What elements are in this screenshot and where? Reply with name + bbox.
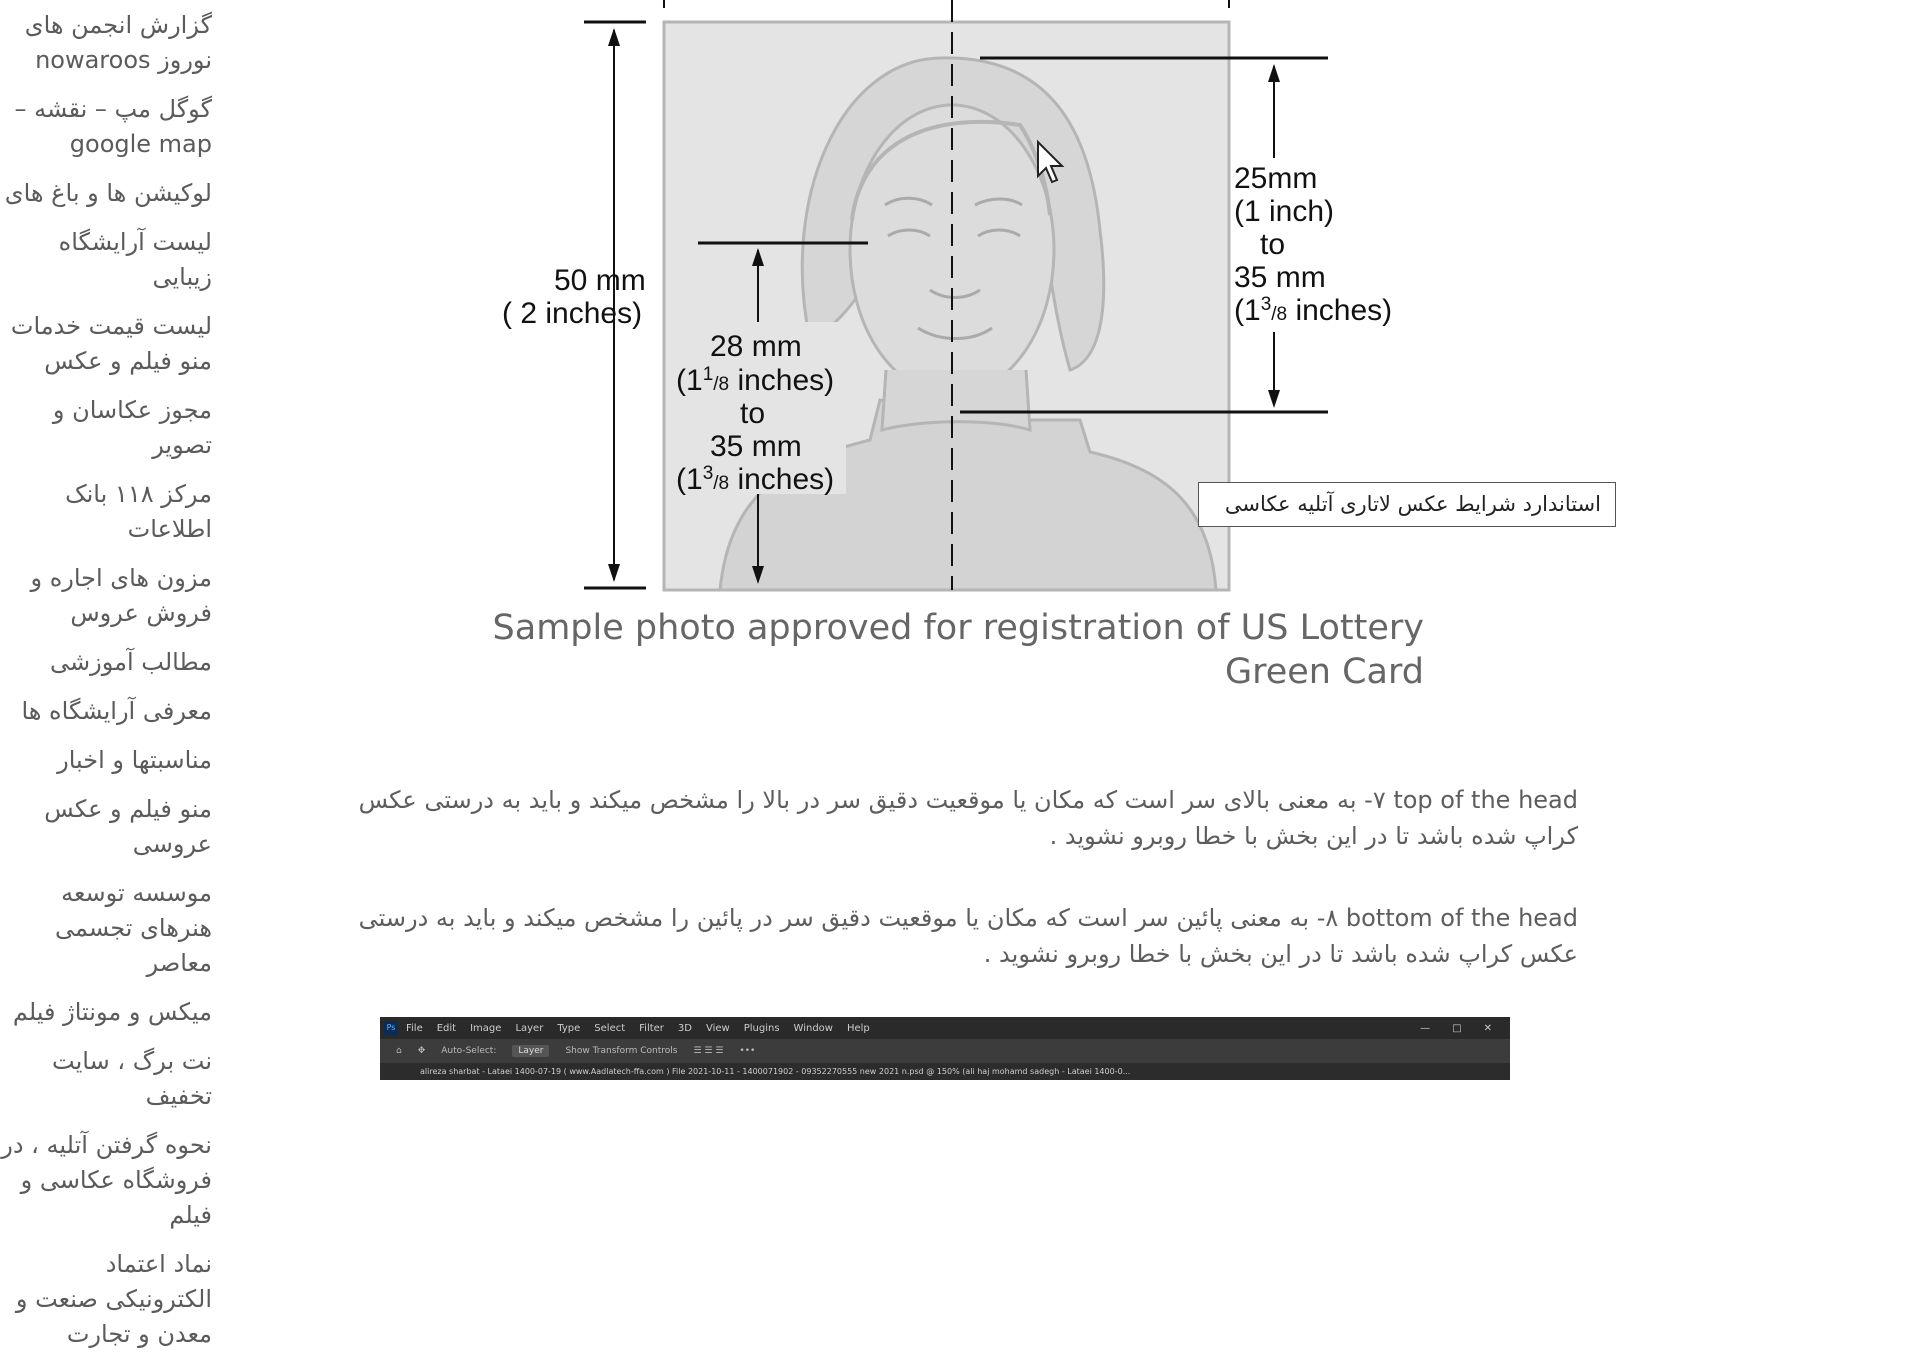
- editor-menu-item: 3D: [677, 1022, 692, 1034]
- right-label-mm2: 35 mm: [1234, 261, 1326, 294]
- sidebar-category-link[interactable]: لیست آرایشگاه زیبایی: [58, 228, 212, 291]
- editor-options-bar: [380, 1039, 1510, 1063]
- sidebar-category-link[interactable]: مرکز ۱۱۸ بانک اطلاعات: [65, 480, 212, 543]
- mid-label-mm2: 35 mm: [710, 430, 802, 463]
- neck: [882, 370, 1030, 430]
- editor-menu-item: Layer: [515, 1022, 544, 1034]
- left-dim-label-inch: ( 2 inches): [502, 297, 643, 330]
- maximize-icon: □: [1452, 1022, 1462, 1034]
- editor-menu-item: Plugins: [743, 1022, 780, 1034]
- paragraph-bottom-of-head: ‎-۸ bottom of the head‏ به معنی پائین سر است که مکان یا موقعیت دقیق سر در پائین را مشخص میکند و باید به درستی عکس کراپ شده باشد تا در این بخش با خطا روبرو نشوید .: [358, 904, 1578, 968]
- sidebar-category-link[interactable]: منو فیلم و عکس عروسی: [44, 795, 212, 858]
- mid-label-mm: 28 mm: [710, 330, 802, 363]
- auto-select-label: Auto-Select:: [441, 1046, 497, 1056]
- mid-label-inch: ($1^1_{/8}$ inches): [676, 364, 835, 397]
- right-label-inch2: ($1^3_{/8}$ inches): [1234, 294, 1393, 327]
- left-dim-arrow-up: [608, 28, 620, 46]
- embedded-editor-screenshot: [380, 1017, 1510, 1080]
- transform-controls-label: Show Transform Controls: [565, 1046, 678, 1056]
- home-icon: ⌂: [396, 1046, 402, 1056]
- paragraph-top-of-head: ‎-۷ top of the head‏ به معنی بالای سر است که مکان یا موقعیت دقیق سر در بالا را مشخص میکند و باید به درستی عکس کراپ شده باشد تا در این بخش با خطا روبرو نشوید .: [358, 786, 1578, 850]
- sidebar-category-link[interactable]: گوگل مپ – نقشه – google map: [14, 95, 212, 158]
- editor-window-controls: [1420, 1023, 1492, 1034]
- minimize-icon: —: [1420, 1022, 1431, 1034]
- sidebar-category-link[interactable]: مطالب آموزشی: [50, 648, 212, 676]
- right-label-inch: (1 inch): [1234, 195, 1335, 228]
- left-dim-arrow-down: [608, 564, 620, 582]
- editor-menu-item: Type: [557, 1022, 581, 1034]
- sidebar-category-link[interactable]: نماد اعتماد الکترونیکی صنعت و معدن و تجارت: [15, 1250, 212, 1348]
- editor-menu-item: Window: [793, 1022, 833, 1034]
- image-title-tooltip: استاندارد شرایط عکس لاتاری آتلیه عکاسی: [1198, 482, 1616, 527]
- editor-menu-item: Image: [470, 1022, 502, 1034]
- close-icon: ✕: [1483, 1022, 1492, 1034]
- sidebar-category-link[interactable]: نت برگ ، سایت تخفیف: [52, 1047, 212, 1110]
- sidebar-category-link[interactable]: لیست قیمت خدمات منو فیلم و عکس: [10, 312, 212, 375]
- sidebar-category-link[interactable]: معرفی آرایشگاه ها: [21, 697, 212, 725]
- figure-caption: Sample photo approved for registration of US Lottery Green Card: [492, 608, 1424, 692]
- editor-menu-item: Help: [846, 1022, 870, 1034]
- editor-menu-item: View: [705, 1022, 730, 1034]
- editor-app-logo: Ps: [384, 1021, 398, 1035]
- editor-menu-item: Select: [594, 1022, 626, 1034]
- editor-menu-item: Edit: [436, 1022, 457, 1034]
- right-dim-arrow-down: [1268, 390, 1280, 408]
- sidebar-category-link[interactable]: موسسه توسعه هنرهای تجسمی معاصر: [55, 879, 212, 977]
- right-label-to: to: [1260, 228, 1286, 261]
- move-tool-icon: ✥: [417, 1046, 426, 1056]
- sidebar-category-link[interactable]: مزون های اجاره و فروش عروس: [30, 564, 212, 627]
- more-icon: •••: [739, 1046, 756, 1056]
- sidebar-category-link[interactable]: مجوز عکاسان و تصویر: [52, 396, 212, 459]
- sidebar-category-link[interactable]: لوکیشن ها و باغ های: [4, 179, 212, 207]
- sidebar-category-list: [0, 8, 213, 1348]
- editor-menu-item: File: [406, 1022, 423, 1034]
- mid-label-inch2: ($1^3_{/8}$ inches): [676, 463, 835, 496]
- mid-label-to: to: [740, 397, 766, 430]
- sidebar-category-link[interactable]: مناسبتها و اخبار: [57, 746, 212, 774]
- left-dim-label-mm: 50 mm: [554, 264, 646, 297]
- auto-select-dropdown: Layer: [512, 1045, 549, 1057]
- right-label-mm: 25mm: [1234, 162, 1318, 195]
- editor-document-tab: alireza sharbat - Lataei 1400-07-19 ( www.Aadlatech-ffa.com ) File 2021-10-11 - 1400071902 - 09352270555 new 2021 n.psd @ 150% (ali haj mohamd sadegh - Lataei 1400-0...: [380, 1063, 1510, 1080]
- sidebar-category-link[interactable]: میکس و مونتاژ فیلم: [12, 998, 212, 1026]
- sidebar-category-link[interactable]: نحوه گرفتن آتلیه ، در فروشگاه عکاسی و فیلم: [1, 1131, 212, 1229]
- editor-menu-list: [406, 1023, 884, 1034]
- sidebar-category-link[interactable]: گزارش انجمن های نوروز nowaroos: [24, 11, 212, 74]
- right-dim-arrow-up: [1268, 64, 1280, 82]
- editor-menubar: [380, 1017, 1510, 1039]
- editor-menu-item: Filter: [639, 1022, 664, 1034]
- align-icons: ☰ ☰ ☰: [693, 1046, 724, 1056]
